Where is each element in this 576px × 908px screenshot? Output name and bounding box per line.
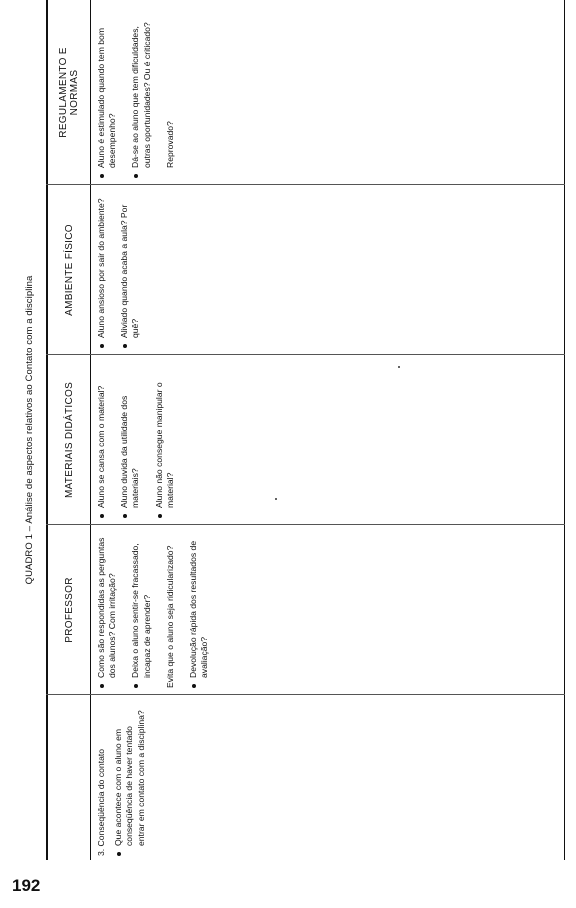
cell-professor [96, 536, 222, 688]
cell-materiais-didaticos [96, 366, 188, 518]
list-item: Aluno não consegue manipular o material? [154, 366, 176, 518]
bullet-icon [134, 174, 138, 178]
bullet-icon [123, 514, 127, 518]
list-item: Deixa o aluno sentir-se fracassado, incapaz de aprender? [130, 536, 152, 688]
bullet-icon [192, 684, 196, 688]
list-item: Como são respondidas as perguntas dos alunos? Com irritação? [96, 536, 118, 688]
cell-ambiente-fisico [96, 196, 154, 348]
table-bottom-rule [564, 0, 565, 860]
header-materiais-didaticos: MATERIAIS DIDÁTICOS [63, 381, 75, 499]
list-item: Reprovado? [164, 121, 175, 168]
table-caption: QUADRO 1 – Análise de aspectos relativos ao Contato com a disciplina [24, 275, 35, 585]
list-item: Que acontece com o aluno em conseqüência de haver tentado entrar em contato com a disciplina? [113, 706, 147, 856]
bullet-icon [123, 344, 127, 348]
header-professor: PROFESSOR [63, 577, 75, 643]
header-regulamento-normas: REGULAMENTO E NORMAS [58, 47, 80, 138]
list-item: Aliviado quando acaba a aula? Por quê? [119, 196, 141, 348]
list-item: Aluno duvida da utilidade dos materiais? [119, 366, 141, 518]
bullet-icon [100, 514, 104, 518]
list-item: Dá-se ao aluno que tem dificuldades, outras oportunidades? Ou é criticado? [130, 18, 152, 178]
column-divider [46, 184, 565, 185]
bullet-icon [158, 514, 162, 518]
bullet-icon [100, 684, 104, 688]
bullet-icon [100, 344, 104, 348]
row-title: 3. Conseqüência do contato [96, 748, 106, 856]
bullet-icon [134, 684, 138, 688]
cell-regulamento-normas [96, 18, 188, 178]
list-item: Aluno se cansa com o material? [96, 366, 107, 518]
table-top-rule [46, 0, 48, 860]
table-header-rule [90, 0, 91, 860]
header-ambiente-fisico: AMBIENTE FÍSICO [63, 224, 75, 316]
rotated-table-area [20, 0, 565, 860]
column-divider [46, 354, 565, 355]
bullet-icon [117, 852, 121, 856]
print-speck [275, 498, 277, 500]
list-item: Aluno é estimulado quando tem bom desempenho? [96, 18, 118, 178]
column-divider [46, 524, 565, 525]
header-blank [50, 695, 88, 860]
print-speck [398, 366, 400, 368]
cell-consequencia [96, 706, 159, 856]
bullet-icon [100, 174, 104, 178]
page-number: 192 [12, 876, 41, 895]
list-item: Evita que o aluno seja ridicularizado? [164, 545, 175, 688]
list-item: Aluno ansioso por sair do ambiente? [96, 196, 107, 348]
column-divider [46, 694, 565, 695]
list-item: Devolução rápida dos resultados de avaliação? [188, 536, 210, 688]
